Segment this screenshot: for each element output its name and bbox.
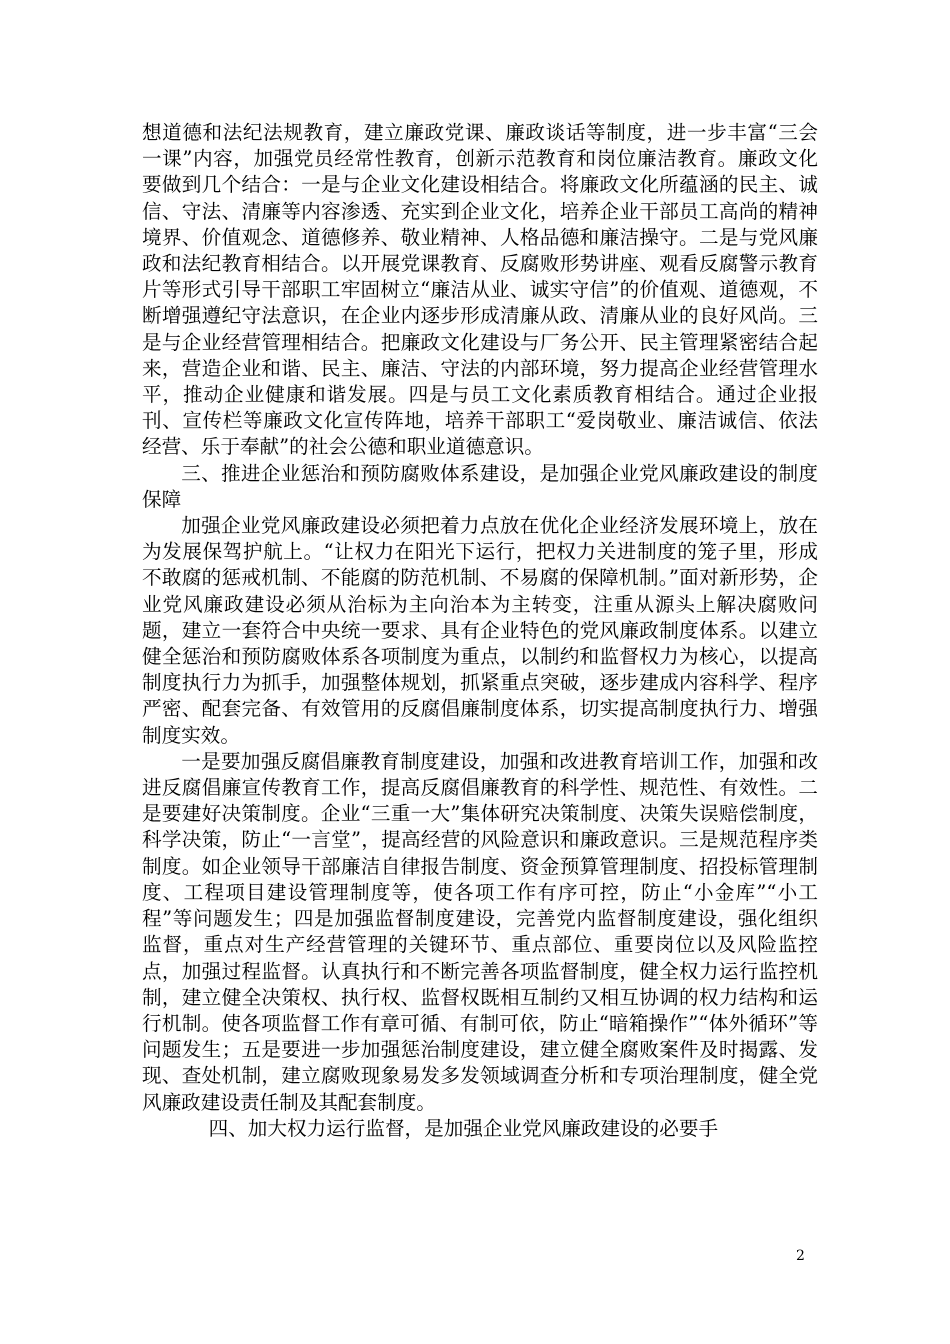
section-heading-four: 四、加大权力运行监督，是加强企业党风廉政建设的必要手	[208, 1116, 719, 1140]
paragraph-clean-culture: 想道德和法纪法规教育，建立廉政党课、廉政谈话等制度，进一步丰富“三会一课”内容，加强党员经常性教育，创新示范教育和岗位廉洁教育。廉政文化要做到几个结合：一是与企业文化建设相结合。将廉政文化所蕴涵的民主、诚信、守法、清廉等内容渗透、充实到企业文化，培养企业干部员工高尚的精神境界、价值观念、道德修养、敬业精神、人格品德和廉洁操守。二是与党风廉政和法纪教育相结合。以开展党课教育、反腐败形势讲座、观看反腐警示教育片等形式引导干部职工牢固树立“廉洁从业、诚实守信”的价值观、道德观，不断增强遵纪守法意识，在企业内逐步形成清廉从政、清廉从业的良好风尚。三是与企业经营管理相结合。把廉政文化建设与厂务公开、民主管理紧密结合起来，营造企业和谐、民主、廉洁、守法的内部环境，努力提高企业经营管理水平，推动企业健康和谐发展。四是与员工文化素质教育相结合。通过企业报刊、宣传栏等廉政文化宣传阵地，培养干部职工“爱岗敬业、廉洁诚信、依法经营、乐于奉献”的社会公德和职业道德意识。	[142, 121, 818, 459]
page-number: 2	[796, 1248, 805, 1264]
section-heading-three: 三、推进企业惩治和预防腐败体系建设，是加强企业党风廉政建设的制度保障	[142, 461, 818, 511]
document-body	[142, 120, 818, 1142]
paragraph-system-measures: 一是要加强反腐倡廉教育制度建设，加强和改进教育培训工作，加强和改进反腐倡廉宣传教育工作，提高反腐倡廉教育的科学性、规范性、有效性。二是要建好决策制度。企业“三重一大”集体研究决策制度、决策失误赔偿制度，科学决策，防止“一言堂”，提高经营的风险意识和廉政意识。三是规范程序类制度。如企业领导干部廉洁自律报告制度、资金预算管理制度、招投标管理制度、工程项目建设管理制度等，使各项工作有序可控，防止“小金库”“小工程”等问题发生；四是加强监督制度建设，完善党内监督制度建设，强化组织监督，重点对生产经营管理的关键环节、重点部位、重要岗位以及风险监控点，加强过程监督。认真执行和不断完善各项监督制度，健全权力运行监控机制，建立健全决策权、执行权、监督权既相互制约又相互协调的权力结构和运行机制。使各项监督工作有章可循、有制可依，防止“暗箱操作”“体外循环”等问题发生；五是要进一步加强惩治制度建设，建立健全腐败案件及时揭露、发现、查处机制，建立腐败现象易发多发领域调查分析和专项治理制度，健全党风廉政建设责任制及其配套制度。	[142, 749, 818, 1114]
paragraph-system-guarantee: 加强企业党风廉政建设必须把着力点放在优化企业经济发展环境上，放在为发展保驾护航上。“让权力在阳光下运行，把权力关进制度的笼子里，形成不敢腐的惩戒机制、不能腐的防范机制、不易腐的保障机制。”面对新形势，企业党风廉政建设必须从治标为主向治本为主转变，注重从源头上解决腐败问题，建立一套符合中央统一要求、具有企业特色的党风廉政制度体系。以建立健全惩治和预防腐败体系各项制度为重点，以制约和监督权力为核心，以提高制度执行力为抓手，加强整体规划，抓紧重点突破，逐步建成内容科学、程序严密、配套完备、有效管用的反腐倡廉制度体系，切实提高制度执行力、增强制度实效。	[142, 514, 818, 747]
